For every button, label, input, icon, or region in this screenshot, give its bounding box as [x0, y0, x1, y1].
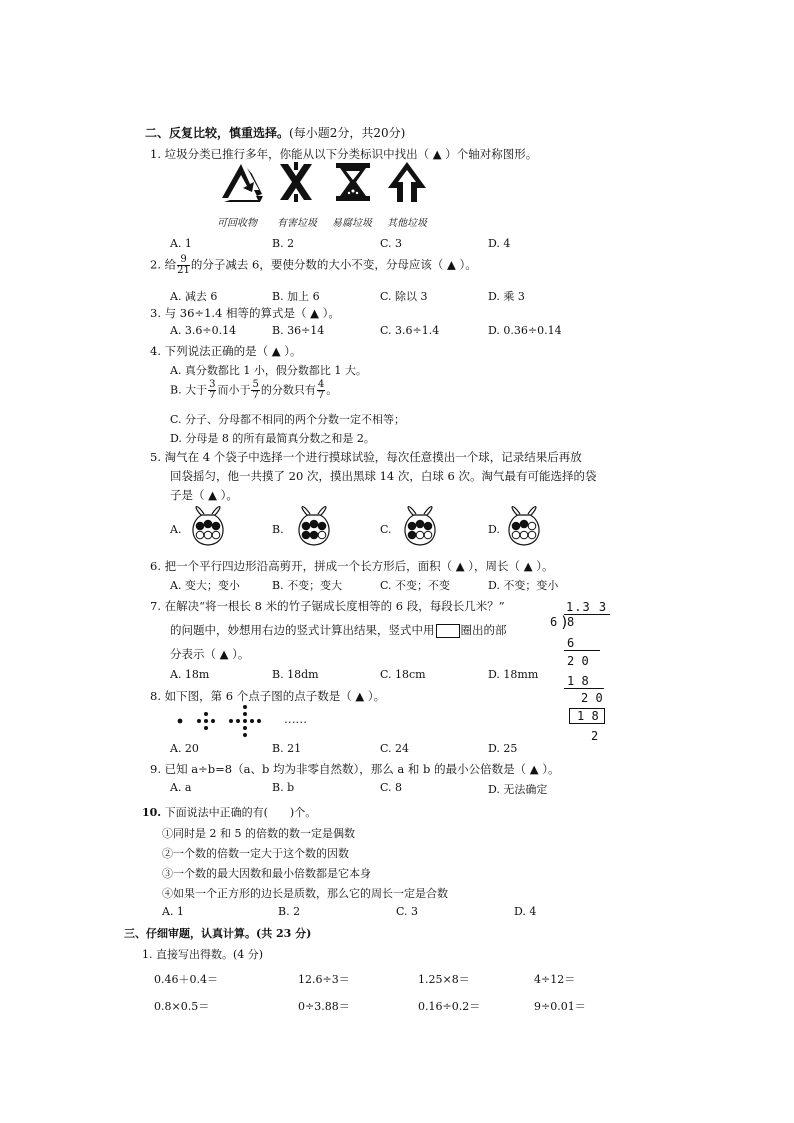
black-ball: [196, 522, 204, 530]
calc-item: 4÷12＝: [534, 973, 576, 986]
white-ball: [528, 522, 536, 530]
division-dividend: 8: [567, 615, 575, 629]
division-bracket: ): [560, 613, 570, 631]
white-ball: [512, 531, 520, 539]
tree-arrow-icon: [388, 162, 426, 202]
option-d: D. 不变；变小: [488, 579, 559, 592]
fraction: [177, 255, 190, 276]
white-ball: [520, 531, 528, 539]
option-a: A. 真分数都比 1 小，假分数都比 1 大。: [170, 364, 367, 377]
fraction-numerator: 4: [317, 379, 325, 390]
question-text: 的问题中，妙想用右边的竖式计算出结果，竖式中用: [170, 623, 435, 637]
option-a: A. 变大；变小: [170, 579, 240, 592]
question-text: 给: [164, 257, 177, 272]
option-c: C. 18cm: [380, 668, 426, 681]
option-a: A. a: [170, 781, 192, 794]
calc-item: 0.8×0.5＝: [154, 1000, 210, 1013]
option-d: D. 25: [488, 742, 518, 755]
black-ball: [408, 522, 416, 530]
option-b: B.: [272, 523, 284, 536]
option-d: D. 18mm: [488, 668, 539, 681]
question-text: 在解决“将一根长 8 米的竹子锯成长度相等的 6 段，每段长几米？”: [164, 599, 505, 613]
division-step-boxed: 1 8: [577, 709, 599, 723]
option-b: B. 2: [278, 905, 301, 918]
question-number: 1.: [150, 147, 161, 161]
section-title: 三、仔细审题，认真计算。(共 23 分): [124, 927, 312, 940]
recycle-triangle-icon: [222, 164, 263, 202]
option-d: D. 4: [514, 905, 537, 918]
question-text: 分表示（ ▲ ）。: [170, 647, 250, 661]
fraction-numerator: 5: [252, 379, 259, 390]
icon-label-recyclable: 可回收物: [217, 218, 257, 229]
icon-label-hazardous: 有害垃圾: [277, 218, 317, 229]
division-divisor: 6: [550, 615, 558, 629]
section-note: (每小题2分，共20分): [289, 126, 406, 140]
option-c: C. 8: [380, 781, 403, 794]
option-d: D. 乘 3: [488, 290, 525, 303]
question-9: [150, 761, 559, 777]
black-ball: [520, 520, 528, 528]
black-ball: [310, 531, 318, 539]
statement-4: ④如果一个正方形的边长是质数，那么它的周长一定是合数: [162, 887, 448, 900]
calc-item: 0.16÷0.2＝: [418, 1000, 481, 1013]
question-4: [150, 343, 302, 359]
division-line: [564, 688, 604, 689]
black-ball: [302, 531, 310, 539]
question-number: 8.: [150, 689, 161, 703]
question-text: [170, 622, 507, 638]
box-symbol: [436, 624, 460, 638]
bag-body: [509, 515, 539, 545]
division-quotient: 1.3 3: [566, 600, 608, 614]
black-ball: [416, 520, 424, 528]
option-c: C. 24: [380, 742, 410, 755]
option-text: 而小于: [217, 383, 251, 397]
question-2: [150, 255, 477, 276]
question-text: 子是（ ▲ ）。: [170, 488, 238, 502]
dot-figure-2: [197, 712, 215, 730]
section-title: [145, 124, 405, 141]
fraction-denominator: 7: [317, 390, 325, 401]
option-text: 。: [326, 383, 338, 397]
option-d: D. 分母是 8 的所有最简真分数之和是 2。: [170, 432, 375, 445]
dot-pattern: [172, 704, 272, 738]
statement-2: ②一个数的倍数一定大于这个数的因数: [162, 847, 349, 860]
question-text: 与 36÷1.4 相等的算式是（ ▲ ）。: [164, 306, 340, 320]
question-text: 已知 a÷b=8（a、b 均为非零自然数），那么 a 和 b 的最小公倍数是（ ▲ ）。: [164, 762, 560, 776]
division-remainder: 2: [591, 729, 599, 743]
subsection-title: 1. 直接写出得数。(4 分): [142, 948, 264, 961]
question-number: 9.: [150, 762, 161, 776]
question-text: 的分子减去 6，要使分数的大小不变，分母应该（ ▲ ）。: [190, 257, 477, 272]
option-b: B. 36÷14: [272, 324, 325, 337]
question-7: [150, 598, 505, 614]
question-text: 垃圾分类已推行多年，你能从以下分类标识中找出（ ▲ ）个轴对称图形。: [164, 147, 538, 161]
question-text: 回袋摇匀，他一共摸了 20 次，摸出黑球 14 次，白球 6 次。淘气最有可能选择的袋: [170, 469, 597, 483]
option-b: B. b: [272, 781, 295, 794]
question-number: 6.: [150, 559, 161, 573]
question-text: 把一个平行四边形沿高剪开，拼成一个长方形后，面积（ ▲ ），周长（ ▲ ）。: [164, 559, 554, 573]
calc-item: 1.25×8＝: [418, 973, 470, 986]
black-ball: [318, 522, 326, 530]
question-number: 4.: [150, 344, 161, 358]
division-step: 2 0: [567, 654, 589, 668]
black-ball: [302, 522, 310, 530]
ellipsis: ……: [284, 712, 307, 726]
question-text: 圈出的部: [460, 623, 507, 637]
calc-item: 12.6÷3＝: [298, 973, 350, 986]
fraction-denominator: 7: [252, 390, 259, 401]
option-b: B. 不变；变大: [272, 579, 343, 592]
option-a: A. 20: [170, 742, 199, 755]
bag-body: [405, 515, 435, 545]
icon-label-food-waste: 易腐垃圾: [332, 218, 372, 229]
fraction-numerator: 9: [177, 255, 190, 266]
option-a: A. 18m: [170, 668, 210, 681]
black-ball: [424, 522, 432, 530]
option-c: C. 3.6÷1.4: [380, 324, 440, 337]
option-text: B. 大于: [170, 383, 208, 397]
question-3: [150, 305, 340, 321]
black-ball: [310, 520, 318, 528]
section-title-text: 二、反复比较，慎重选择。: [145, 126, 290, 140]
question-6: [150, 558, 553, 574]
option-c: C. 3: [380, 237, 403, 250]
option-b: B. 21: [272, 742, 302, 755]
option-a: A. 3.6÷0.14: [170, 324, 237, 337]
option-d: D. 0.36÷0.14: [488, 324, 562, 337]
icon-label-other: 其他垃圾: [387, 218, 427, 229]
fraction-denominator: 21: [177, 265, 190, 276]
calc-item: 0.46＋0.4＝: [154, 973, 218, 986]
option-b: B. 2: [272, 237, 295, 250]
calc-item: 0÷3.88＝: [298, 1000, 350, 1013]
statement-1: ①同时是 2 和 5 的倍数的数一定是偶数: [162, 827, 355, 840]
question-text: 如下图，第 6 个点子图的点子数是（ ▲ ）。: [164, 689, 386, 703]
fraction: [208, 380, 216, 401]
bag-body: [193, 515, 223, 545]
option-d: D. 无法确定: [488, 783, 548, 796]
question-number: 10.: [142, 806, 162, 819]
question-number: 5.: [150, 450, 161, 464]
bag-b: [294, 500, 334, 548]
option-a: A.: [170, 523, 182, 536]
division-line: [564, 650, 600, 651]
option-a: A. 1: [170, 237, 192, 250]
garbage-icons: [214, 160, 444, 210]
option-a: A. 减去 6: [170, 290, 218, 303]
option-text: 的分数只有: [260, 383, 316, 397]
fraction: [251, 380, 259, 401]
question-text: 淘气在 4 个袋子中选择一个进行摸球试验，每次任意摸出一个球，记录结果后再放: [164, 450, 582, 464]
dot-figure-3: [229, 705, 261, 737]
option-b: B. 18dm: [272, 668, 319, 681]
option-d: D. 4: [488, 237, 511, 250]
dot-figure-1: [178, 719, 183, 724]
option-b: [170, 380, 337, 401]
option-a: A. 1: [162, 905, 184, 918]
option-b: B. 加上 6: [272, 290, 320, 303]
question-number: 3.: [150, 306, 161, 320]
bag-a: [188, 500, 228, 548]
white-ball: [318, 531, 326, 539]
question-number: 2.: [150, 257, 161, 272]
option-c: C. 分子、分母都不相同的两个分数一定不相等；: [170, 413, 406, 426]
black-ball: [212, 522, 220, 530]
bag-c: [400, 500, 440, 548]
hazardous-x-icon: [280, 162, 312, 202]
white-ball: [204, 531, 212, 539]
question-10: [142, 804, 316, 820]
question-5: [150, 449, 582, 465]
fraction-numerator: 3: [209, 379, 216, 390]
division-step: 6: [567, 636, 575, 650]
white-ball: [196, 531, 204, 539]
fraction-denominator: 7: [209, 390, 216, 401]
white-ball: [528, 531, 536, 539]
bag-d: [504, 500, 544, 548]
question-number: 7.: [150, 599, 161, 613]
division-step: 2 0: [581, 691, 603, 705]
hourglass-icon: [336, 163, 370, 201]
black-ball: [204, 520, 212, 528]
fraction: [317, 380, 325, 401]
option-c: C.: [380, 523, 392, 536]
white-ball: [424, 531, 432, 539]
black-ball: [512, 522, 520, 530]
option-c: C. 不变；不变: [380, 579, 451, 592]
calc-item: 9÷0.01＝: [534, 1000, 586, 1013]
bag-body: [299, 515, 329, 545]
division-step: 1 8: [567, 674, 589, 688]
long-division: [548, 598, 618, 748]
black-ball: [408, 531, 416, 539]
option-c: C. 3: [396, 905, 419, 918]
question-8: [150, 688, 385, 704]
statement-3: ③一个数的最大因数和最小倍数都是它本身: [162, 867, 371, 880]
question-text: 下列说法正确的是（ ▲ ）。: [164, 344, 302, 358]
question-text: 下面说法中正确的有( )个。: [164, 806, 317, 819]
option-d: D.: [488, 523, 500, 536]
white-ball: [212, 531, 220, 539]
white-ball: [416, 531, 424, 539]
option-c: C. 除以 3: [380, 290, 428, 303]
